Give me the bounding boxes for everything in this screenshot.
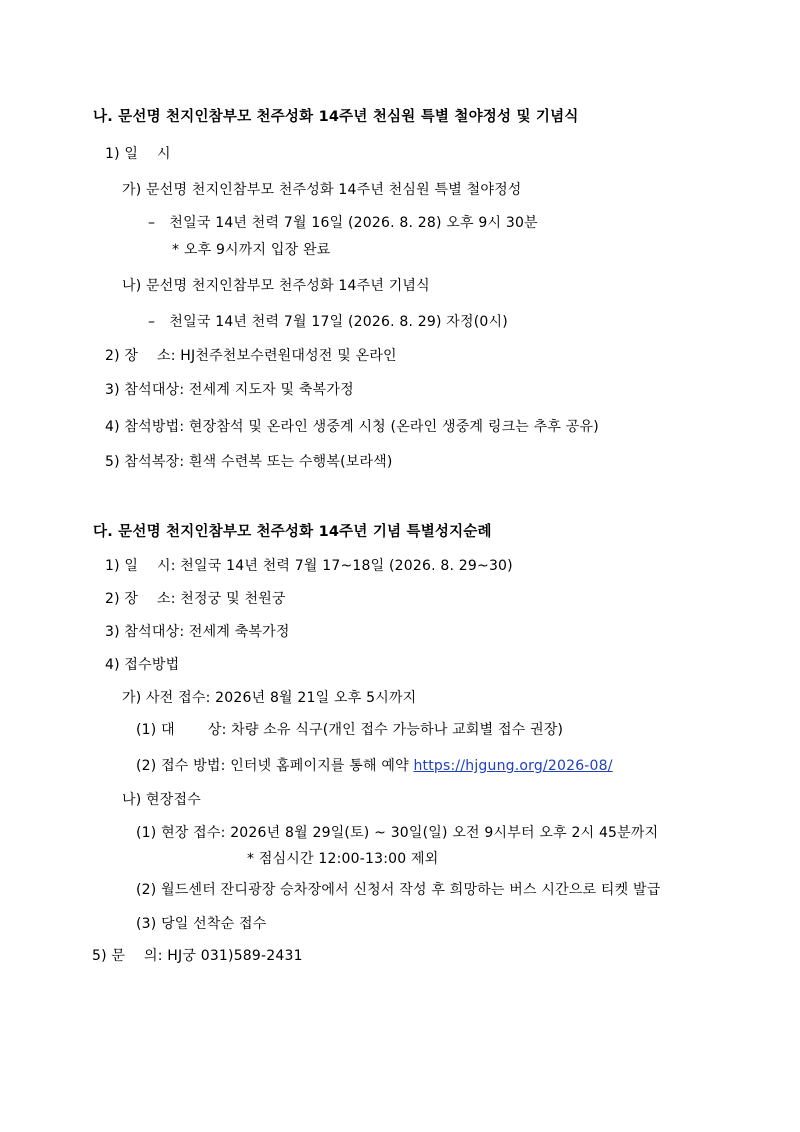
na-item2: 2) 장 소: HJ천주천보수련원대성전 및 온라인 (105, 348, 397, 364)
da-item1: 1) 일 시: 천일국 14년 천력 7월 17~18일 (2026. 8. 29~30) (105, 558, 513, 574)
registration-link[interactable]: https://hjgung.org/2026-08/ (413, 758, 613, 774)
na-item3: 3) 참석대상: 전세계 지도자 및 축복가정 (105, 382, 354, 398)
da-ga-label: 가) 사전 접수: 2026년 8월 21일 오후 5시까지 (122, 690, 417, 706)
na-item1-label: 1) 일 시 (105, 146, 171, 162)
na-sub-na: 나) 문선명 천지인참부모 천주성화 14주년 기념식 (122, 278, 430, 294)
da-na-1: (1) 현장 접수: 2026년 8월 29일(토) ~ 30일(일) 오전 9시부터 오후 2시 45분까지 (136, 825, 659, 841)
na-sub-na-date: – 천일국 14년 천력 7월 17일 (2026. 8. 29) 자정(0시) (148, 314, 508, 330)
na-sub-ga-note: * 오후 9시까지 입장 완료 (172, 242, 331, 258)
da-item3: 3) 참석대상: 전세계 축복가정 (105, 624, 290, 640)
da-ga-1: (1) 대 상: 차량 소유 식구(개인 접수 가능하나 교회별 접수 권장) (136, 722, 564, 738)
da-item5: 5) 문 의: HJ궁 031)589-2431 (92, 948, 303, 964)
da-ga-2 (136, 756, 613, 776)
da-na-3: (3) 당일 선착순 접수 (136, 916, 267, 932)
na-item4: 4) 참석방법: 현장참석 및 온라인 생중계 시청 (온라인 생중계 링크는 추후 공유) (105, 419, 599, 435)
da-ga-2-text: (2) 접수 방법: 인터넷 홈페이지를 통해 예약 (136, 758, 414, 774)
da-na-2: (2) 월드센터 잔디광장 승차장에서 신청서 작성 후 희망하는 버스 시간으로 티켓 발급 (136, 882, 661, 898)
na-sub-ga: 가) 문선명 천지인참부모 천주성화 14주년 천심원 특별 철야정성 (122, 182, 522, 198)
da-na-1-note: * 점심시간 12:00-13:00 제외 (247, 851, 439, 867)
section-na-heading: 나. 문선명 천지인참부모 천주성화 14주년 천심원 특별 철야정성 및 기념식 (93, 109, 579, 125)
na-item5: 5) 참석복장: 흰색 수련복 또는 수행복(보라색) (105, 454, 393, 470)
da-na-label: 나) 현장접수 (122, 792, 201, 808)
na-sub-ga-date: – 천일국 14년 천력 7월 16일 (2026. 8. 28) 오후 9시 30분 (148, 215, 538, 231)
da-item4-label: 4) 접수방법 (105, 657, 180, 673)
da-item2: 2) 장 소: 천정궁 및 천원궁 (105, 591, 286, 607)
section-da-heading: 다. 문선명 천지인참부모 천주성화 14주년 기념 특별성지순례 (93, 524, 492, 540)
